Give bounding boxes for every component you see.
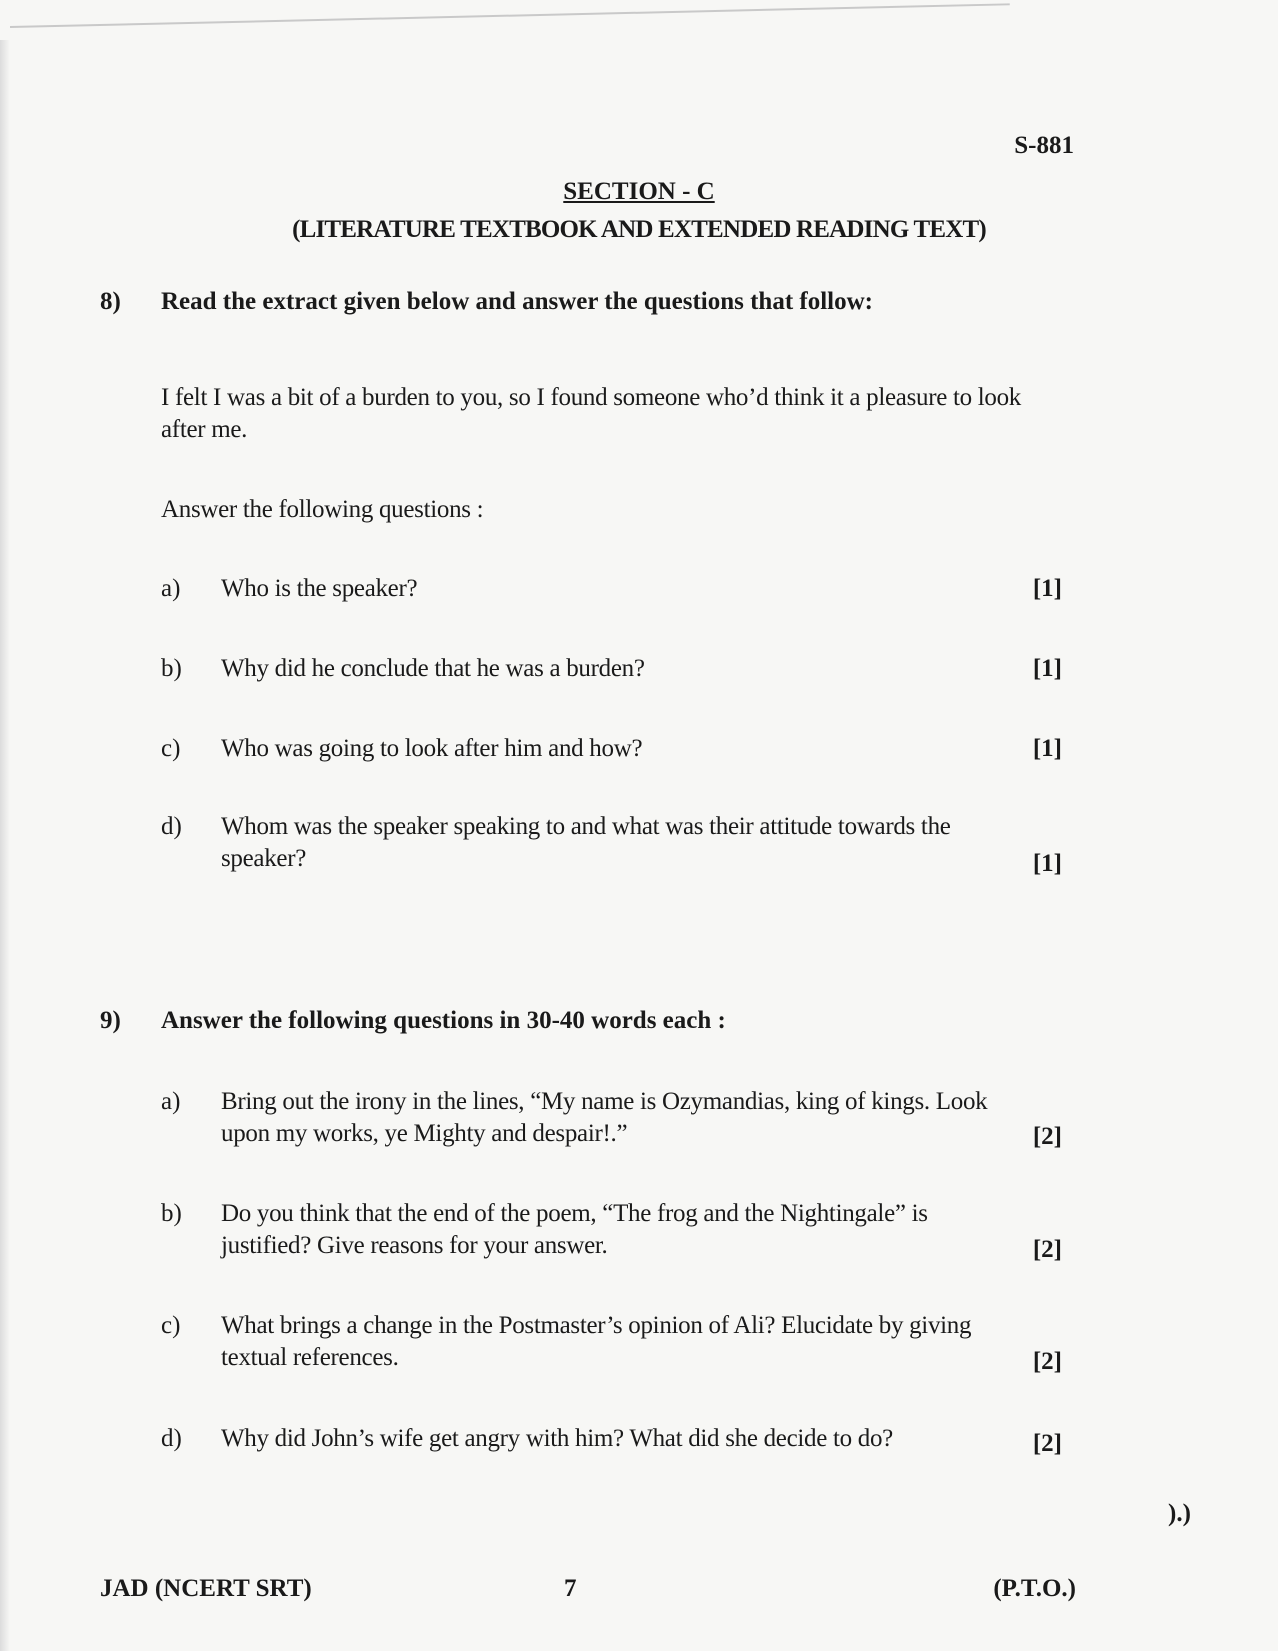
section-title xyxy=(0,178,1278,206)
q9-b-label: b) xyxy=(161,1200,182,1227)
question-8-heading: Read the extract given below and answer the questions that follow: xyxy=(161,288,874,315)
footer-pto: (P.T.O.) xyxy=(993,1575,1076,1602)
q9-c-marks: [2] xyxy=(1032,1348,1062,1375)
q8-d-label: d) xyxy=(161,813,182,840)
question-8-number: 8) xyxy=(100,288,121,315)
q9-c-label: c) xyxy=(161,1312,181,1339)
scan-edge-line xyxy=(10,3,1010,28)
q8-c-label: c) xyxy=(161,735,181,762)
q8-b-label: b) xyxy=(161,655,182,682)
q8-d-marks: [1] xyxy=(1032,850,1062,877)
q9-d-label: d) xyxy=(161,1425,182,1452)
extract-text: I felt I was a bit of a burden to you, so I found someone who’d think it a pleasure to look after me. xyxy=(161,384,1022,443)
q8-d-text: Whom was the speaker speaking to and what was their attitude towards the speaker? xyxy=(221,813,951,872)
q9-a-marks: [2] xyxy=(1032,1123,1062,1150)
q9-b-marks: [2] xyxy=(1032,1236,1062,1263)
q9-b-text: Do you think that the end of the poem, “The frog and the Nightingale” is justified? Give reasons for your answer. xyxy=(221,1200,928,1259)
margin-note: ).) xyxy=(1168,1500,1191,1527)
question-9-heading: Answer the following questions in 30-40 words each : xyxy=(161,1007,726,1034)
q8-b-text: Why did he conclude that he was a burden? xyxy=(221,655,645,682)
question-9-number: 9) xyxy=(100,1007,121,1034)
q9-c-text: What brings a change in the Postmaster’s opinion of Ali? Elucidate by giving textual references. xyxy=(221,1312,972,1371)
footer-series: JAD (NCERT SRT) xyxy=(100,1575,312,1602)
q8-c-text: Who was going to look after him and how? xyxy=(221,735,643,762)
scan-left-shadow xyxy=(0,40,10,1651)
q8-a-text: Who is the speaker? xyxy=(221,575,418,602)
answer-prompt: Answer the following questions : xyxy=(161,496,484,523)
q9-a-text: Bring out the irony in the lines, “My name is Ozymandias, king of kings. Look upon my works, ye Mighty and despair!.” xyxy=(221,1088,988,1147)
section-title-text: SECTION - C xyxy=(563,178,715,205)
q9-d-marks: [2] xyxy=(1032,1430,1062,1457)
q8-a-label: a) xyxy=(161,575,181,602)
q8-b-marks: [1] xyxy=(1032,655,1062,682)
section-subtitle: (LITERATURE TEXTBOOK AND EXTENDED READING TEXT) xyxy=(292,216,986,243)
footer-page-number: 7 xyxy=(564,1575,577,1602)
q9-a-label: a) xyxy=(161,1088,181,1115)
paper-code: S-881 xyxy=(1014,132,1074,159)
q8-c-marks: [1] xyxy=(1032,735,1062,762)
q9-d-text: Why did John’s wife get angry with him? What did she decide to do? xyxy=(221,1425,893,1452)
q8-a-marks: [1] xyxy=(1032,575,1062,602)
